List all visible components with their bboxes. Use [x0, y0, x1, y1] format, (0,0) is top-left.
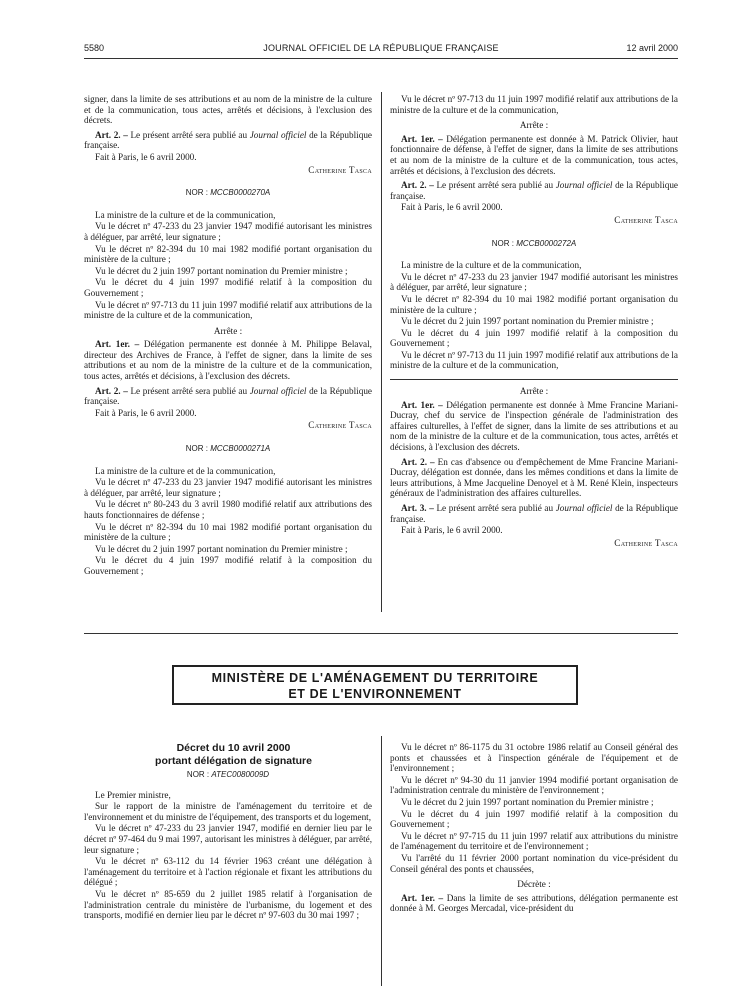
article-label: Art. 2. – — [95, 129, 128, 140]
nor-code: MCCB0000270A — [210, 188, 271, 198]
paragraph: Vu le décret du 2 juin 1997 portant nomination du Premier ministre ; — [95, 543, 348, 554]
paragraph: Vu le décret nº 47-233 du 23 janvier 1947 modifié autorisant les ministres à déléguer, par arrêté, leur signature ; — [84, 221, 372, 242]
right-column-top — [390, 94, 678, 549]
nor-code: MCCB0000271A — [210, 444, 271, 454]
paragraph: Vu le décret nº 97-713 du 11 juin 1997 modifié relatif aux attributions de la ministre de la culture et de la communication, — [84, 299, 373, 321]
article — [390, 180, 678, 201]
paragraph: Vu le décret nº 47-233 du 23 janvier 1947, modifié en dernier lieu par le décret nº 97-464 du 9 mai 1997, autorisant les ministres à déléguer, par arrêté, leur signature ; — [84, 823, 372, 855]
paragraph: Vu le décret nº 97-713 du 11 juin 1997 modifié relatif aux attributions de la ministre de la culture et de la communication, — [390, 349, 679, 371]
article-label: Art. 1er. – — [401, 399, 443, 410]
article — [390, 893, 678, 914]
nor-label: NOR : — [186, 770, 210, 779]
ministry-heading-line1: MINISTÈRE DE L'AMÉNAGEMENT DU TERRITOIRE — [211, 671, 539, 685]
paragraph: Vu le décret du 4 juin 1997 modifié relatif à la composition du Gouvernement ; — [390, 327, 678, 349]
signatory: Catherine Tasca — [614, 537, 678, 548]
article-text: Le présent arrêté sera publié au — [130, 385, 248, 396]
nor-label: NOR : — [491, 238, 514, 248]
left-column-top — [84, 94, 372, 578]
signing-place-date: Fait à Paris, le 6 avril 2000. — [401, 202, 503, 213]
journal-title: JOURNAL OFFICIEL DE LA RÉPUBLIQUE FRANÇAISE — [263, 43, 499, 53]
paragraph: Vu l'arrêté du 11 février 2000 portant nomination du vice-président du Conseil général des ponts et chaussées, — [390, 852, 678, 874]
journal-officiel-ref: Journal officiel — [249, 385, 307, 396]
paragraph: Vu le décret du 2 juin 1997 portant nomination du Premier ministre ; — [401, 316, 654, 327]
left-column-bottom — [84, 742, 372, 922]
paragraph: Vu le décret nº 82-394 du 10 mai 1982 modifié portant organisation du ministère de la culture ; — [390, 293, 678, 315]
signatory: Catherine Tasca — [308, 420, 372, 431]
nor-code: MCCB0000272A — [516, 238, 577, 248]
running-header — [84, 43, 678, 57]
paragraph: Vu le décret nº 94-30 du 11 janvier 1994 modifié portant organisation de l'administration centrale du ministère de l'environnement ; — [390, 774, 678, 796]
paragraph: signer, dans la limite de ses attributions et au nom de la ministre de la culture et de la communication, tous actes, arrêtés et décisions, à l'exclusion des décrets. — [84, 94, 372, 126]
article-label: Art. 2. – — [95, 385, 128, 396]
header-rule — [84, 58, 678, 59]
journal-officiel-ref: Journal officiel — [555, 503, 613, 513]
nor-label: NOR : — [185, 188, 208, 198]
paragraph: Vu le décret du 2 juin 1997 portant nomination du Premier ministre ; — [95, 265, 348, 276]
paragraph: Sur le rapport de la ministre de l'aménagement du territoire et de l'environnement et du ministre de l'équipement, des transports et du logement, — [84, 801, 372, 822]
article-label: Art. 2. – — [401, 456, 435, 467]
paragraph: Vu le décret nº 47-233 du 23 janvier 1947 modifié autorisant les ministres à déléguer, par arrêté, leur signature ; — [390, 271, 678, 293]
paragraph: Vu le décret nº 63-112 du 14 février 1963 créant une délégation à l'aménagement du territoire et à l'action régionale et fixant les attributions du délégué ; — [84, 856, 372, 888]
article-label: Art. 3. – — [401, 503, 434, 513]
right-column-bottom — [390, 742, 678, 915]
arrete-heading: Arrête : — [213, 325, 243, 336]
paragraph: La ministre de la culture et de la communication, — [95, 465, 276, 476]
paragraph: Vu le décret du 2 juin 1997 portant nomination du Premier ministre ; — [401, 796, 654, 807]
paragraph: La ministre de la culture et de la communication, — [95, 209, 276, 220]
article — [84, 130, 372, 151]
article-text: de la République française. — [390, 180, 678, 201]
paragraph: Vu le décret nº 82-394 du 10 mai 1982 modifié portant organisation du ministère de la culture ; — [84, 521, 372, 543]
issue-date: 12 avril 2000 — [626, 43, 678, 53]
article-label: Art. 1er. – — [401, 133, 443, 144]
decree-title: Décret du 10 avril 2000 — [176, 742, 291, 754]
page-number: 5580 — [84, 43, 105, 53]
article-text: Le présent arrêté sera publié au — [436, 180, 554, 191]
paragraph: Vu le décret du 4 juin 1997 modifié relatif à la composition du Gouvernement ; — [84, 277, 372, 298]
ministry-heading-line2: ET DE L'ENVIRONNEMENT — [288, 687, 462, 701]
nor-reference — [390, 239, 678, 250]
paragraph: Vu le décret nº 97-715 du 11 juin 1997 relatif aux attributions du ministre de l'aménagement du territoire et de l'environnement ; — [390, 830, 678, 852]
journal-officiel-ref: Journal officiel — [555, 180, 613, 191]
paragraph: Vu le décret nº 85-659 du 2 juillet 1985 relatif à l'organisation de l'administration centrale du ministère de l'urbanisme, du logement et des transports, modifié en dernier lieu par le décret nº 97-603 du 30 mai 1997 ; — [84, 888, 372, 921]
paragraph: Vu le décret nº 47-233 du 23 janvier 1947 modifié autorisant les ministres à déléguer, par arrêté, leur signature ; — [84, 477, 372, 498]
article-label: Art. 1er. – — [401, 892, 444, 903]
article — [390, 134, 678, 176]
decrete-heading: Décrète : — [517, 879, 551, 890]
paragraph: Vu le décret nº 82-394 du 10 mai 1982 modifié portant organisation du ministère de la culture ; — [84, 243, 372, 265]
paragraph: Vu le décret du 4 juin 1997 modifié relatif à la composition du Gouvernement ; — [84, 555, 372, 576]
ministry-heading-box — [172, 665, 578, 705]
nor-reference — [84, 444, 372, 455]
nor-reference — [84, 188, 372, 199]
paragraph: Vu le décret nº 97-713 du 11 juin 1997 modifié relatif aux attributions de la ministre de la culture et de la communication, — [390, 94, 679, 115]
signing-place-date: Fait à Paris, le 6 avril 2000. — [95, 407, 197, 418]
section-divider — [390, 379, 678, 380]
nor-code: ATEC0080009D — [211, 770, 270, 779]
arrete-heading: Arrête : — [519, 386, 549, 397]
article-text: Délégation permanente est donnée à M. Patrick Olivier, haut fonctionnaire de défense, à l'effet de signer, dans la limite de ses attributions et au nom de la ministre de la culture et de la communication, tous actes, arrêtés et décisions, à l'exclusion des décrets. — [390, 133, 679, 176]
article-text: Dans la limite de ses attributions, délégation permanente est donnée à M. Georges Mercadal, vice-président du — [390, 892, 678, 914]
article-text: Délégation permanente est donnée à M. Philippe Belaval, directeur des Archives de France, à l'effet de signer, dans la limite de ses attributions et au nom de la ministre de la culture et de la communication, tous actes, arrêtés et décisions, à l'exclusion des décrets. — [84, 339, 372, 382]
signing-place-date: Fait à Paris, le 6 avril 2000. — [401, 525, 503, 536]
column-divider-bottom — [381, 736, 382, 986]
article-text: Le présent arrêté sera publié au — [436, 503, 554, 513]
signatory: Catherine Tasca — [614, 214, 678, 225]
article — [390, 503, 678, 524]
paragraph: Vu le décret nº 86-1175 du 31 octobre 1986 relatif au Conseil général des ponts et chaussées et à l'inspection générale de l'équipement et de l'environnement ; — [390, 742, 678, 774]
article — [84, 339, 372, 381]
section-rule — [84, 633, 678, 634]
journal-officiel-ref: Journal officiel — [249, 129, 307, 140]
signing-place-date: Fait à Paris, le 6 avril 2000. — [95, 151, 197, 162]
nor-label: NOR : — [185, 444, 208, 454]
article-text: Délégation permanente est donnée à Mme Francine Mariani-Ducray, chef du service de l'inspection générale de l'administration des affaires culturelles, à l'effet de signer, dans la limite de ses attributions et au nom de la ministre de la culture et de la communication, tous actes, arrêtés et décisions, à l'exclusion des décrets. — [390, 399, 678, 453]
article-text: de la République française. — [84, 129, 372, 151]
signatory: Catherine Tasca — [308, 164, 372, 175]
article — [84, 386, 372, 407]
article-label: Art. 2. – — [401, 180, 434, 191]
paragraph: Vu le décret du 4 juin 1997 modifié relatif à la composition du Gouvernement ; — [390, 808, 678, 830]
arrete-heading: Arrête : — [519, 120, 549, 131]
paragraph: Le Premier ministre, — [95, 789, 171, 800]
nor-reference — [84, 770, 372, 781]
paragraph: Vu le décret nº 80-243 du 3 avril 1980 modifié relatif aux attributions des hauts fonctionnaires de défense ; — [84, 499, 372, 520]
paragraph: La ministre de la culture et de la communication, — [401, 260, 582, 271]
article-text: En cas d'absence ou d'empêchement de Mme Francine Mariani-Ducray, délégation est donnée, dans les mêmes conditions et dans la limite de leurs attributions, à Mme Jacqueline Denoyel et à M. René Klein, inspecteurs généraux de l'administration des affaires culturelles. — [390, 456, 678, 499]
article-text: Le présent arrêté sera publié au — [130, 129, 248, 140]
article-label: Art. 1er. – — [95, 339, 140, 350]
article-text: de la République française. — [390, 503, 678, 524]
column-divider-top — [381, 92, 382, 612]
decree-subtitle: portant délégation de signature — [155, 755, 312, 767]
article — [390, 400, 678, 453]
article — [390, 457, 678, 499]
article-text: de la République française. — [84, 385, 372, 407]
